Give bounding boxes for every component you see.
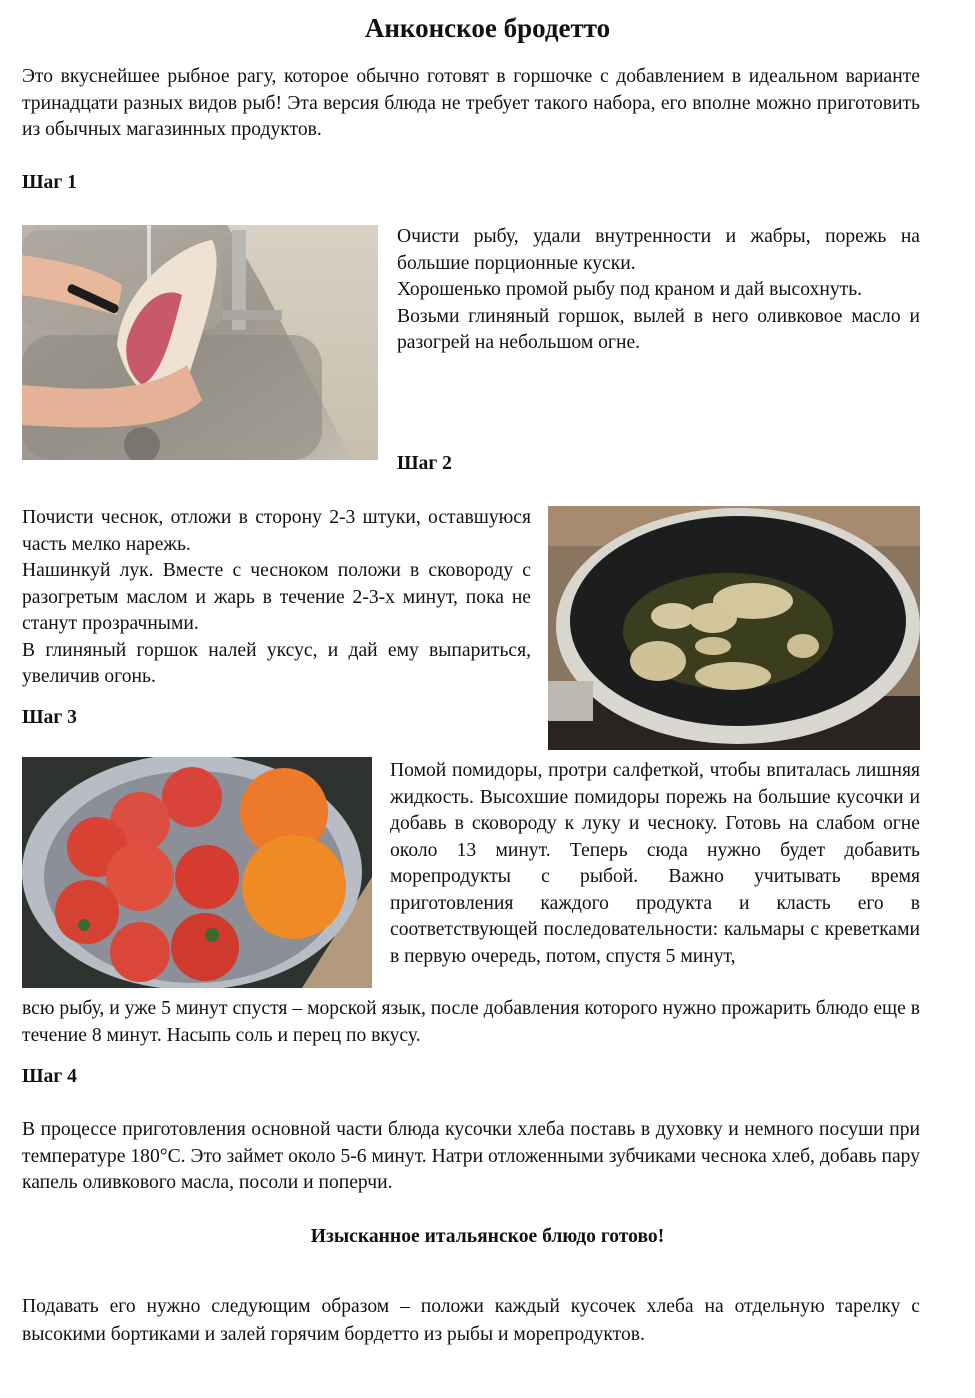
- tomatoes-bowl-image-icon: [22, 757, 372, 988]
- step-1-text: [397, 224, 920, 357]
- step-1-line-3: Возьми глиняный горшок, вылей в него оливковое масло и разогрей на небольшом огне.: [397, 305, 920, 353]
- step-2-text: [22, 505, 531, 691]
- step-3-heading: Шаг 3: [22, 707, 77, 728]
- intro-paragraph: Это вкуснейшее рыбное рагу, которое обычно готовят в горшочке с добавлением в идеальном варианте тринадцати разных видов рыб! Эта версия блюда не требует такого набора, его вполне можно приготовить из обычных магазинных продуктов.: [22, 66, 920, 140]
- step-4-text: В процессе приготовления основной части блюда кусочки хлеба поставь в духовку и немного посуши при температуре 180°С. Это займет около 5-6 минут. Натри отложенными зубчиками чеснока хлеб, добавь пару капель оливкового масла, посоли и поперчи.: [22, 1119, 920, 1193]
- page-title: Анконское бродетто: [364, 13, 611, 43]
- step-2-line-1: Почисти чеснок, отложи в сторону 2-3 штуки, оставшуюся часть мелко нарежь.: [22, 507, 531, 555]
- step-4-heading: Шаг 4: [22, 1066, 77, 1087]
- step-3-text-wrapped: Помой помидоры, протри салфеткой, чтобы впиталась лишняя жидкость. Высохшие помидоры порежь на большие кусочки и добавь в сковороду к луку и чесноку. Готовь на слабом огне около 13 минут. Теперь сюда нужно будет добавить морепродукты с рыбой. Важно учитывать время приготовления каждого продукта и класть его в соответствующей последовательности: кальмары с креветками в первую очередь, потом, спустя 5 минут,: [390, 760, 920, 967]
- step-3-text-full: всю рыбу, и уже 5 минут спустя – морской язык, после добавления которого нужно прожарить блюдо еще в течение 8 минут. Насыпь соль и перец по вкусу.: [22, 998, 920, 1046]
- step-2-line-3: В глиняный горшок налей уксус, и дай ему выпариться, увеличив огонь.: [22, 639, 531, 687]
- serving-paragraph: Подавать его нужно следующим образом – положи каждый кусочек хлеба на отдельную тарелку с высокими бортиками и залей горячим бордетто из рыбы и морепродуктов.: [22, 1296, 920, 1345]
- finale-heading: Изысканное итальянское блюдо готово!: [310, 1226, 665, 1247]
- fish-in-sink-image-icon: [22, 225, 378, 460]
- frying-pan-image-icon: [548, 506, 920, 750]
- fish-cleaning-photo: [22, 225, 378, 460]
- tomatoes-photo: [22, 757, 372, 988]
- step-2-line-2: Нашинкуй лук. Вместе с чесноком положи в сковороду с разогретым маслом и жарь в течение 2-3-х минут, пока не станут прозрачными.: [22, 560, 531, 634]
- step-1-line-1: Очисти рыбу, удали внутренности и жабры, порежь на большие порционные куски.: [397, 226, 920, 274]
- step-2-heading: Шаг 2: [397, 453, 452, 474]
- frying-pan-photo: [548, 506, 920, 750]
- step-1-heading: Шаг 1: [22, 172, 77, 193]
- step-1-line-2: Хорошенько промой рыбу под краном и дай высохнуть.: [397, 279, 863, 300]
